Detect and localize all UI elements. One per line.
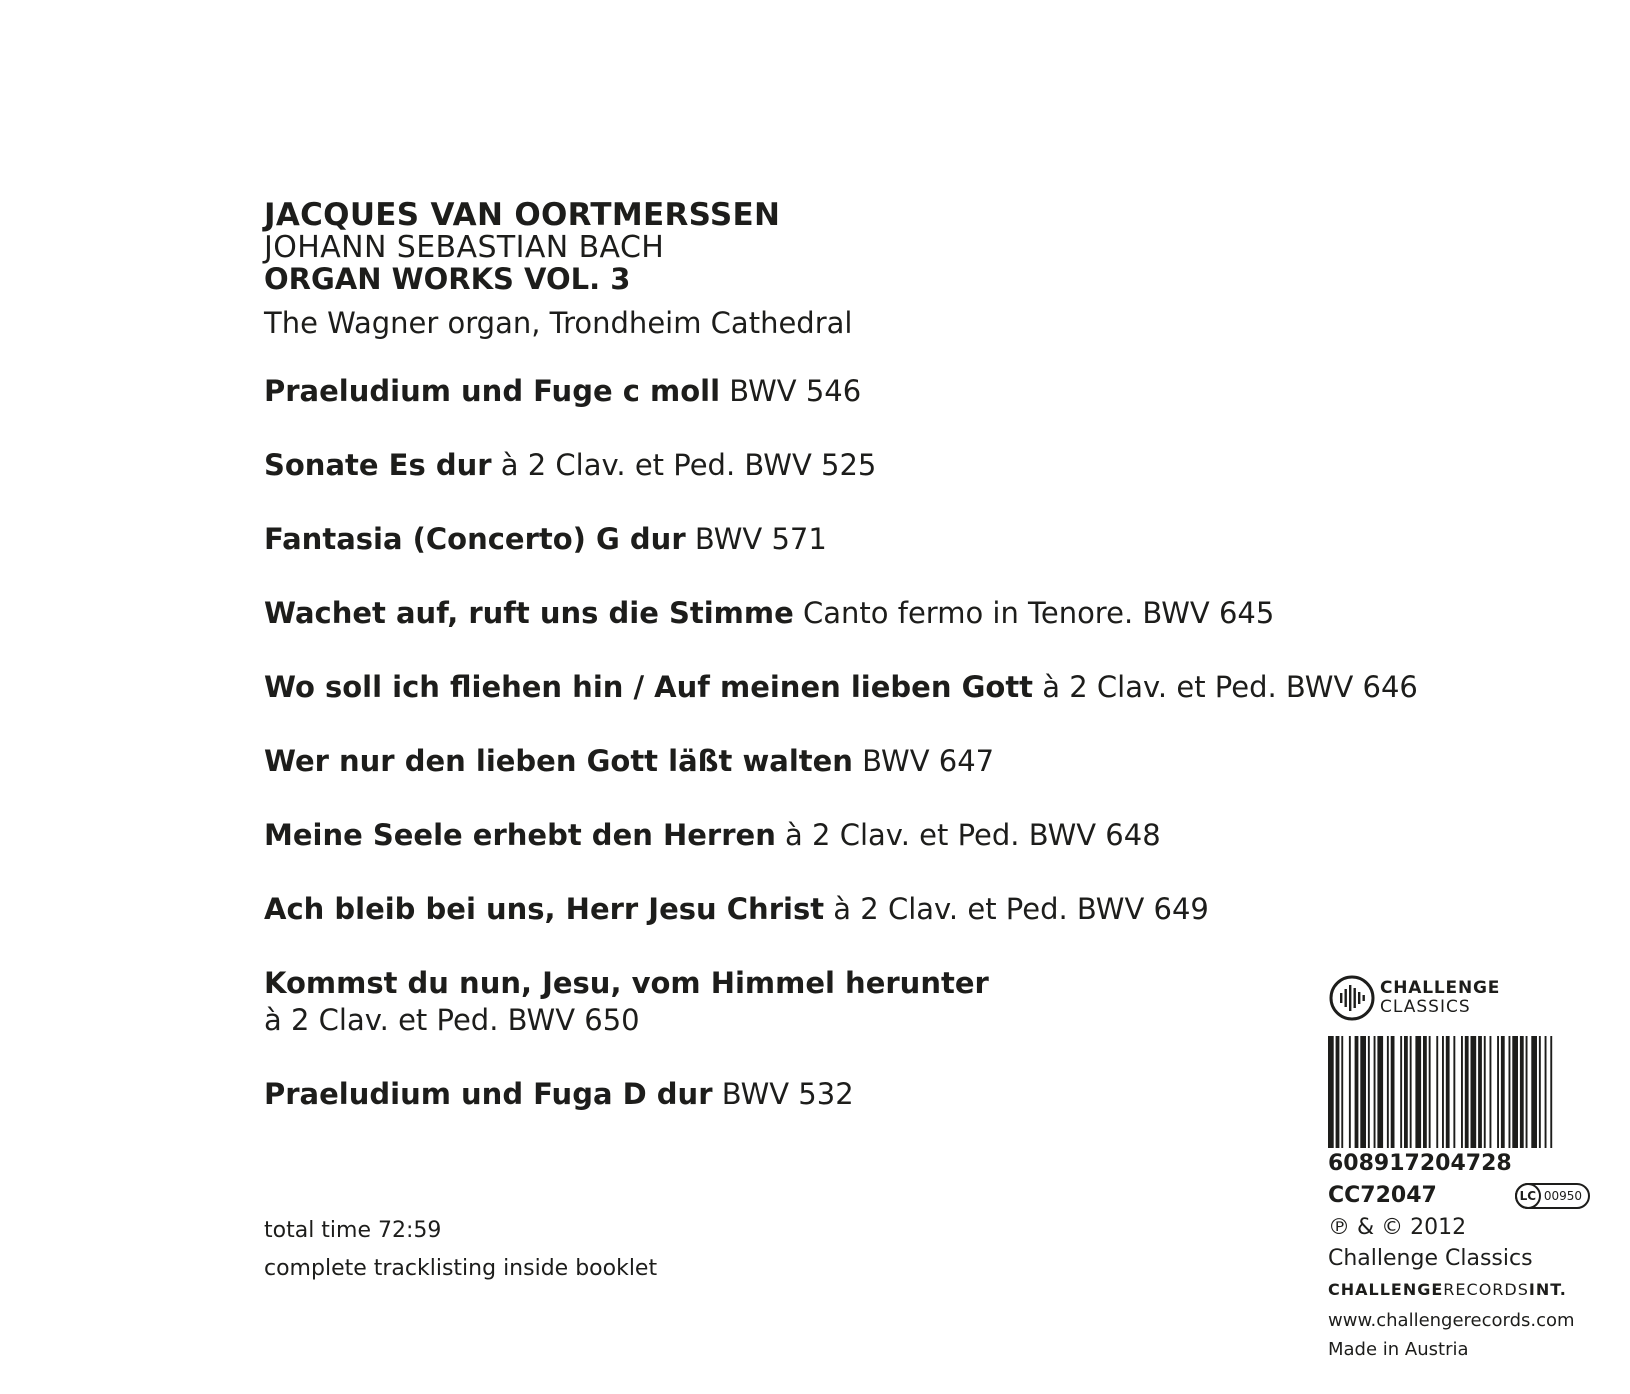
barcode-icon [1328, 1036, 1610, 1148]
company-name: Challenge Classics [1328, 1246, 1533, 1271]
track-text [264, 965, 989, 1039]
challenge-classics-logo-icon [1328, 974, 1376, 1022]
track-text [264, 373, 861, 410]
website: www.challengerecords.com [1328, 1310, 1575, 1331]
track-title: Wer nur den lieben Gott läßt walten [264, 744, 853, 778]
track-text [264, 1076, 854, 1113]
track-detail: Canto fermo in Tenore. BWV 645 [793, 596, 1275, 630]
track-detail: BWV 571 [685, 522, 827, 556]
total-time: total time 72:59 [264, 1218, 442, 1243]
track-detail: à 2 Clav. et Ped. BWV 646 [1033, 670, 1418, 704]
track-text [264, 669, 1418, 706]
label-code-badge [1515, 1183, 1590, 1209]
performer-name: JACQUES VAN OORTMERSSEN [264, 197, 781, 233]
lc-mark: LC [1515, 1183, 1541, 1209]
track-detail: BWV 647 [852, 744, 995, 778]
venue-line: The Wagner organ, Trondheim Cathedral [264, 306, 853, 340]
track-text [264, 447, 876, 484]
track-title: Praeludium und Fuge c moll [264, 374, 721, 408]
track-text [264, 521, 827, 558]
track-detail: BWV 532 [712, 1077, 854, 1111]
footer-notes [264, 1212, 657, 1288]
track-title: Wachet auf, ruft uns die Stimme [264, 596, 794, 630]
records-word-1: CHALLENGE [1328, 1280, 1444, 1299]
records-word-2: RECORDS [1443, 1280, 1529, 1299]
track-title: Praeludium und Fuga D dur [264, 1077, 713, 1111]
track-title: Fantasia (Concerto) G dur [264, 522, 686, 556]
track-text [264, 817, 1161, 854]
track-detail-line-2: à 2 Clav. et Ped. BWV 650 [264, 1003, 640, 1037]
barcode-number: 608917204728 [1328, 1151, 1512, 1176]
track-title: Ach bleib bei uns, Herr Jesu Christ [264, 892, 825, 926]
lc-code: 00950 [1543, 1189, 1582, 1203]
track-title: Sonate Es dur [264, 448, 492, 482]
logo-line-1: CHALLENGE [1380, 978, 1501, 998]
challenge-classics-logo [1328, 974, 1618, 1022]
track-detail: à 2 Clav. et Ped. BWV 649 [824, 892, 1209, 926]
track-title: Meine Seele erhebt den Herren [264, 818, 776, 852]
track-text [264, 595, 1274, 632]
track-text [264, 891, 1209, 928]
track-detail: à 2 Clav. et Ped. BWV 525 [491, 448, 877, 482]
track-title: Wo soll ich fliehen hin / Auf meinen lieben Gott [264, 670, 1034, 704]
copyright-line: ℗ & © 2012 [1328, 1215, 1467, 1240]
records-wordmark [1328, 1274, 1618, 1306]
label-block [1328, 974, 1618, 1364]
track-detail: BWV 546 [720, 374, 862, 408]
track-text [264, 743, 994, 780]
composer-name: JOHANN SEBASTIAN BACH [264, 230, 665, 265]
records-word-3: INT. [1528, 1280, 1567, 1299]
album-header [264, 198, 852, 341]
catalog-number: CC72047 [1328, 1183, 1437, 1208]
origin: Made in Austria [1328, 1339, 1469, 1360]
logo-line-2: CLASSICS [1380, 997, 1471, 1017]
album-title: ORGAN WORKS VOL. 3 [264, 262, 631, 296]
booklet-note: complete tracklisting inside booklet [264, 1256, 658, 1281]
track-title: Kommst du nun, Jesu, vom Himmel herunter [264, 966, 989, 1000]
track-detail: à 2 Clav. et Ped. BWV 648 [775, 818, 1161, 852]
